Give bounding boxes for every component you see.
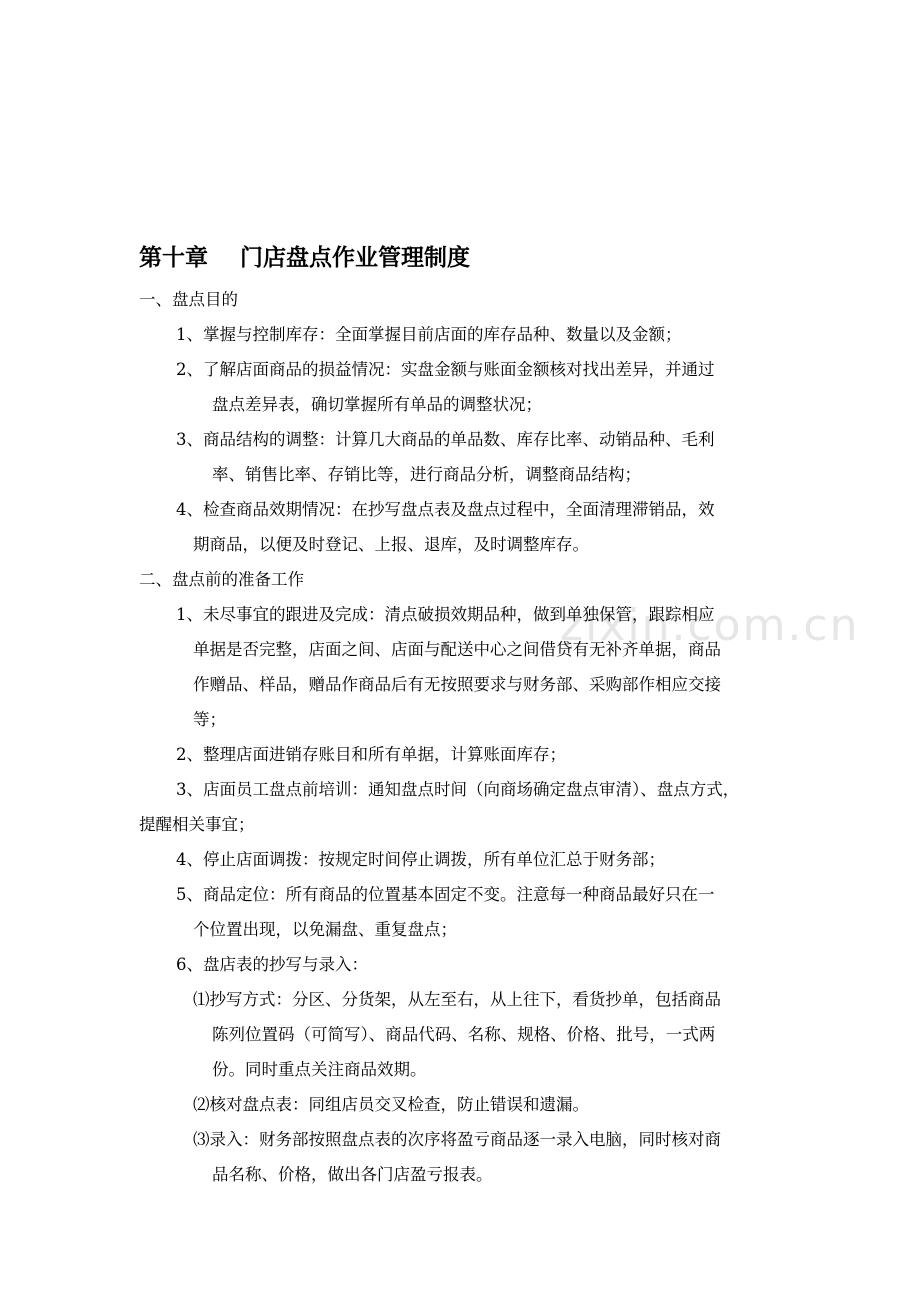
sub-item-copy-method-cont-1: 陈列位置码（可简写）、商品代码、名称、规格、价格、批号，一式两 [212, 1025, 716, 1044]
list-item-followup-cont-2: 作赠品、样品，赠品作商品后有无按照要求与财务部、采购部作相应交接 [193, 675, 721, 694]
list-item-followup-cont-1: 单据是否完整，店面之间、店面与配送中心之间借贷有无补齐单据，商品 [193, 640, 721, 659]
list-item-accounts: 2、整理店面进销存账目和所有单据，计算账面库存； [176, 745, 566, 764]
list-item-training-cont: 提醒相关事宜； [139, 815, 255, 834]
sub-item-copy-method-cont-2: 份。同时重点关注商品效期。 [212, 1060, 427, 1079]
list-item-profit-loss-cont: 盘点差异表，确切掌握所有单品的调整状况； [212, 395, 542, 414]
sub-item-entry: ⑶录入：财务部按照盘点表的次序将盈亏商品逐一录入电脑，同时核对商 [193, 1130, 721, 1149]
list-item-structure-cont: 率、销售比率、存销比等，进行商品分析，调整商品结构； [212, 465, 641, 484]
section-heading-preparation: 二、盘点前的准备工作 [139, 570, 304, 589]
list-item-positioning-cont: 个位置出现，以免漏盘、重复盘点； [193, 920, 457, 939]
sub-item-copy-method: ⑴抄写方式：分区、分货架，从左至右，从上往下，看货抄单，包括商品 [193, 990, 721, 1009]
list-item-expiry: 4、检查商品效期情况：在抄写盘点表及盘点过程中，全面清理滞销品，效 [176, 500, 715, 519]
section-heading-purpose: 一、盘点目的 [139, 290, 238, 309]
list-item-structure: 3、商品结构的调整：计算几大商品的单品数、库存比率、动销品种、毛利 [176, 430, 715, 449]
list-item-followup-cont-3: 等； [193, 710, 226, 729]
chapter-title: 第十章 门店盘点作业管理制度 [139, 245, 471, 271]
sub-item-verify-sheet: ⑵核对盘点表：同组店员交叉检查，防止错误和遗漏。 [193, 1095, 589, 1114]
sub-item-entry-cont: 品名称、价格，做出各门店盈亏报表。 [212, 1165, 493, 1184]
list-item-count-sheet: 6、盘店表的抄写与录入： [176, 955, 368, 974]
watermark: zixin.com.cn [560, 600, 860, 651]
list-item-followup: 1、未尽事宜的跟进及完成：清点破损效期品种，做到单独保管，跟踪相应 [176, 605, 715, 624]
list-item-training: 3、店面员工盘点前培训：通知盘点时间（向商场确定盘点审清）、盘点方式， [176, 780, 740, 799]
list-item-control-inventory: 1、掌握与控制库存：全面掌握目前店面的库存品种、数量以及金额； [176, 325, 682, 344]
list-item-stop-transfer: 4、停止店面调拨：按规定时间停止调拨，所有单位汇总于财务部； [176, 850, 665, 869]
list-item-profit-loss: 2、了解店面商品的损益情况：实盘金额与账面金额核对找出差异，并通过 [176, 360, 715, 379]
list-item-positioning: 5、商品定位：所有商品的位置基本固定不变。注意每一种商品最好只在一 [176, 885, 715, 904]
list-item-expiry-cont: 期商品，以便及时登记、上报、退库，及时调整库存。 [193, 535, 589, 554]
